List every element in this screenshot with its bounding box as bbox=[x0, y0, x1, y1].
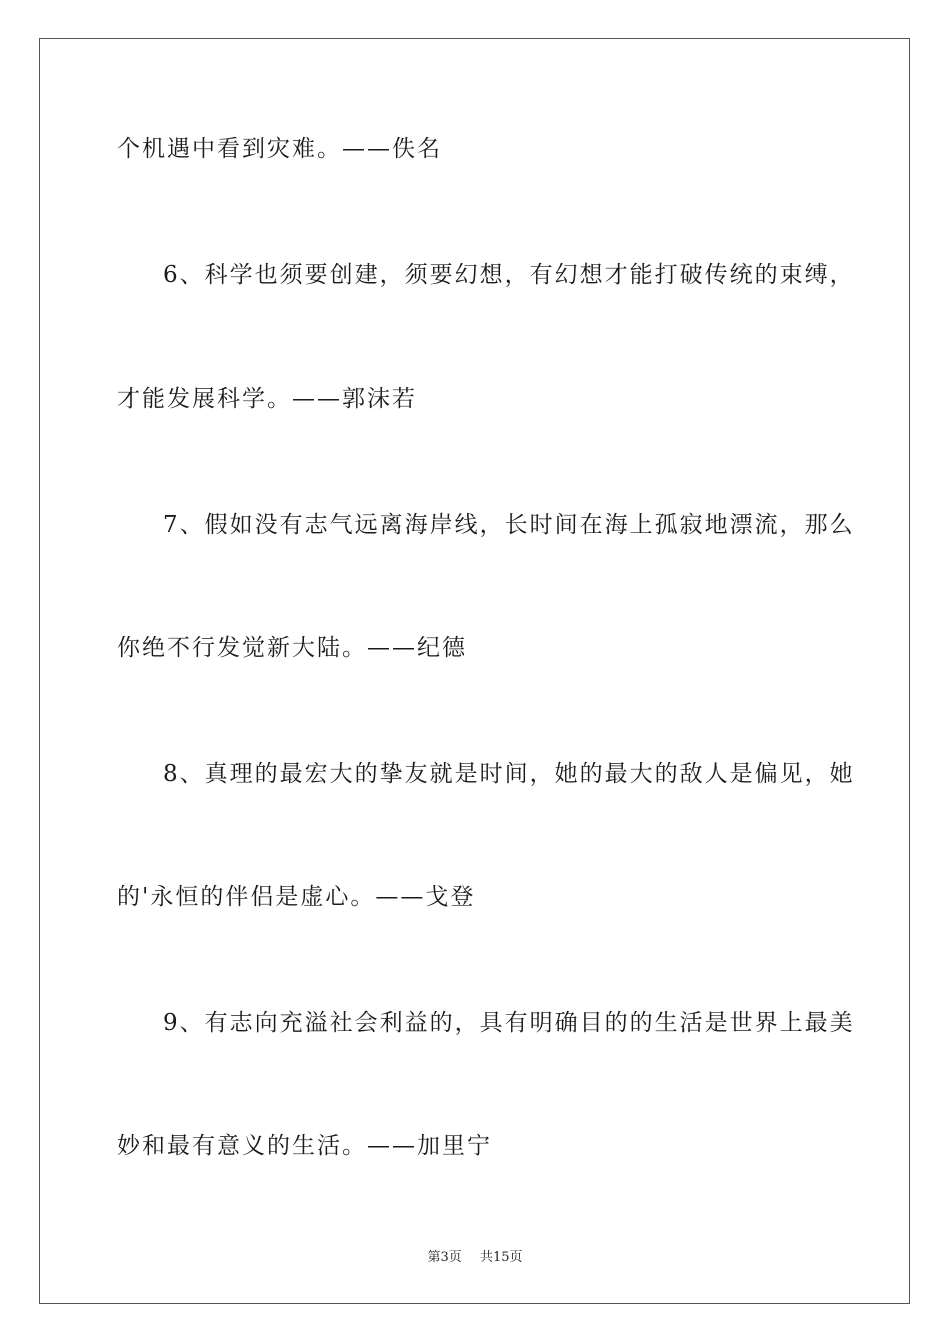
page-frame bbox=[39, 38, 910, 1304]
text-line-7: 的'永恒的伴侣是虚心。——戈登 bbox=[117, 884, 476, 910]
text-line-6: 8、真理的最宏大的挚友就是时间，她的最大的敌人是偏见，她 bbox=[163, 761, 855, 787]
text-line-2: 6、科学也须要创建，须要幻想，有幻想才能打破传统的束缚， bbox=[163, 262, 855, 288]
text-line-8: 9、有志向充溢社会利益的，具有明确目的的生活是世界上最美 bbox=[163, 1010, 855, 1036]
text-line-4: 7、假如没有志气远离海岸线，长时间在海上孤寂地漂流，那么 bbox=[163, 512, 855, 538]
text-line-5: 你绝不行发觉新大陆。——纪德 bbox=[117, 635, 467, 661]
text-line-9: 妙和最有意义的生活。——加里宁 bbox=[117, 1133, 492, 1159]
text-line-1: 个机遇中看到灾难。——佚名 bbox=[117, 136, 442, 162]
page-number: 第3页 bbox=[427, 1250, 462, 1265]
page-total: 共15页 bbox=[479, 1250, 523, 1265]
page-footer bbox=[0, 1246, 950, 1265]
text-line-3: 才能发展科学。——郭沫若 bbox=[117, 386, 417, 412]
